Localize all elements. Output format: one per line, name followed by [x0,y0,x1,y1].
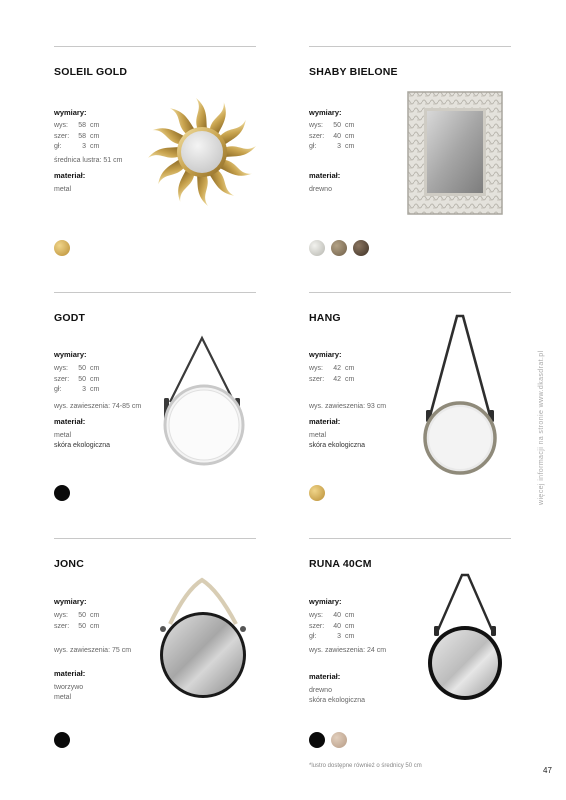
dimension-row: wys: 58 cm [54,122,100,129]
dimension-row: wys: 50 cm [309,122,355,129]
color-swatch-gold[interactable] [54,240,70,256]
color-swatches [54,732,70,748]
dimensions-heading: wymiary: [309,350,342,359]
material-heading: materiał: [309,417,341,426]
round-mirror-rope-image [156,576,250,700]
hanging-height: wys. zawieszenia: 75 cm [54,647,132,654]
dimensions-list [309,611,354,643]
round-mirror-strap-image [158,334,250,466]
materials-list [54,683,83,703]
product-title: GODT [54,312,86,324]
product-title: SOLEIL GOLD [54,66,128,78]
material-item: skóra ekologiczna [309,442,366,449]
dimension-row: gł: 3 cm [309,143,355,150]
dimensions-heading: wymiary: [54,350,87,359]
material-heading: materiał: [54,417,86,426]
dimensions-list [54,611,99,632]
page-number: 47 [543,766,552,775]
material-item: skóra ekologiczna [309,697,366,704]
color-swatch-beige[interactable] [331,732,347,748]
dimensions-list [309,121,354,153]
dimensions-heading: wymiary: [54,108,87,117]
product-title: RUNA 40CM [309,558,372,570]
color-swatches [54,485,70,501]
color-swatch-black[interactable] [54,732,70,748]
hanging-height: wys. zawieszenia: 93 cm [309,403,387,410]
dimension-row: szer: 42 cm [309,375,355,383]
material-item: metal [54,694,72,701]
color-swatches [54,240,70,256]
hanging-height: wys. zawieszenia: 74-85 cm [54,403,142,410]
material-item: metal [309,432,327,439]
mirror-diameter: średnica lustra: 51 cm [54,157,123,164]
color-swatches [309,240,369,256]
dimension-row: wys: 40 cm [309,612,355,619]
material-item: drewno [309,186,332,193]
dimension-row: gł: 3 cm [54,143,100,150]
product-title: HANG [309,312,341,324]
color-swatch-black[interactable] [54,485,70,501]
round-mirror-strap-image [420,314,500,476]
sun-mirror-image [146,96,258,208]
materials-list [309,686,365,706]
color-swatch-black[interactable] [309,732,325,748]
material-heading: materiał: [309,672,341,681]
material-item: tworzywo [54,684,84,691]
website-note: więcej informacji na stronie www.dkasdrat.pl [538,350,545,505]
materials-list [54,431,110,451]
dimensions-heading: wymiary: [309,597,342,606]
carved-frame-mirror-image [406,90,504,216]
material-item: drewno [309,687,332,694]
materials-list [54,185,71,195]
product-title: JONC [54,558,84,570]
round-mirror-strap-image [424,572,506,704]
dimensions-list [54,121,99,153]
color-swatches [309,485,325,501]
dimension-row: szer: 50 cm [54,375,100,383]
material-heading: materiał: [54,669,86,678]
material-item: metal [54,432,72,439]
divider [54,292,256,293]
color-swatch-brown[interactable] [331,240,347,256]
dimension-row: szer: 50 cm [54,622,100,630]
dimension-row: wys: 50 cm [54,612,100,619]
color-swatch-dark-brown[interactable] [353,240,369,256]
divider [54,538,256,539]
divider [309,538,511,539]
hanging-height: wys. zawieszenia: 24 cm [309,647,387,654]
dimension-row: gł: 3 cm [309,633,355,640]
divider [309,46,511,47]
dimensions-heading: wymiary: [54,597,87,606]
dimension-row: szer: 40 cm [309,622,355,630]
dimension-row: szer: 40 cm [309,132,355,140]
divider [309,292,511,293]
material-heading: materiał: [309,171,341,180]
materials-list [309,431,365,451]
divider [54,46,256,47]
color-swatches [309,732,347,748]
dimension-row: szer: 58 cm [54,132,100,140]
materials-list [309,185,332,195]
color-swatch-white[interactable] [309,240,325,256]
product-title: SHABY BIELONE [309,66,398,78]
material-heading: materiał: [54,171,86,180]
color-swatch-gold[interactable] [309,485,325,501]
dimensions-heading: wymiary: [309,108,342,117]
footnote: *lustro dostępne również o średnicy 50 cm [309,763,422,769]
material-item: metal [54,186,72,193]
dimensions-list [309,364,354,385]
dimension-row: wys: 50 cm [54,365,100,372]
material-item: skóra ekologiczna [54,442,111,449]
dimension-row: gł: 3 cm [54,386,100,393]
dimensions-list [54,364,99,396]
dimension-row: wys: 42 cm [309,365,355,372]
